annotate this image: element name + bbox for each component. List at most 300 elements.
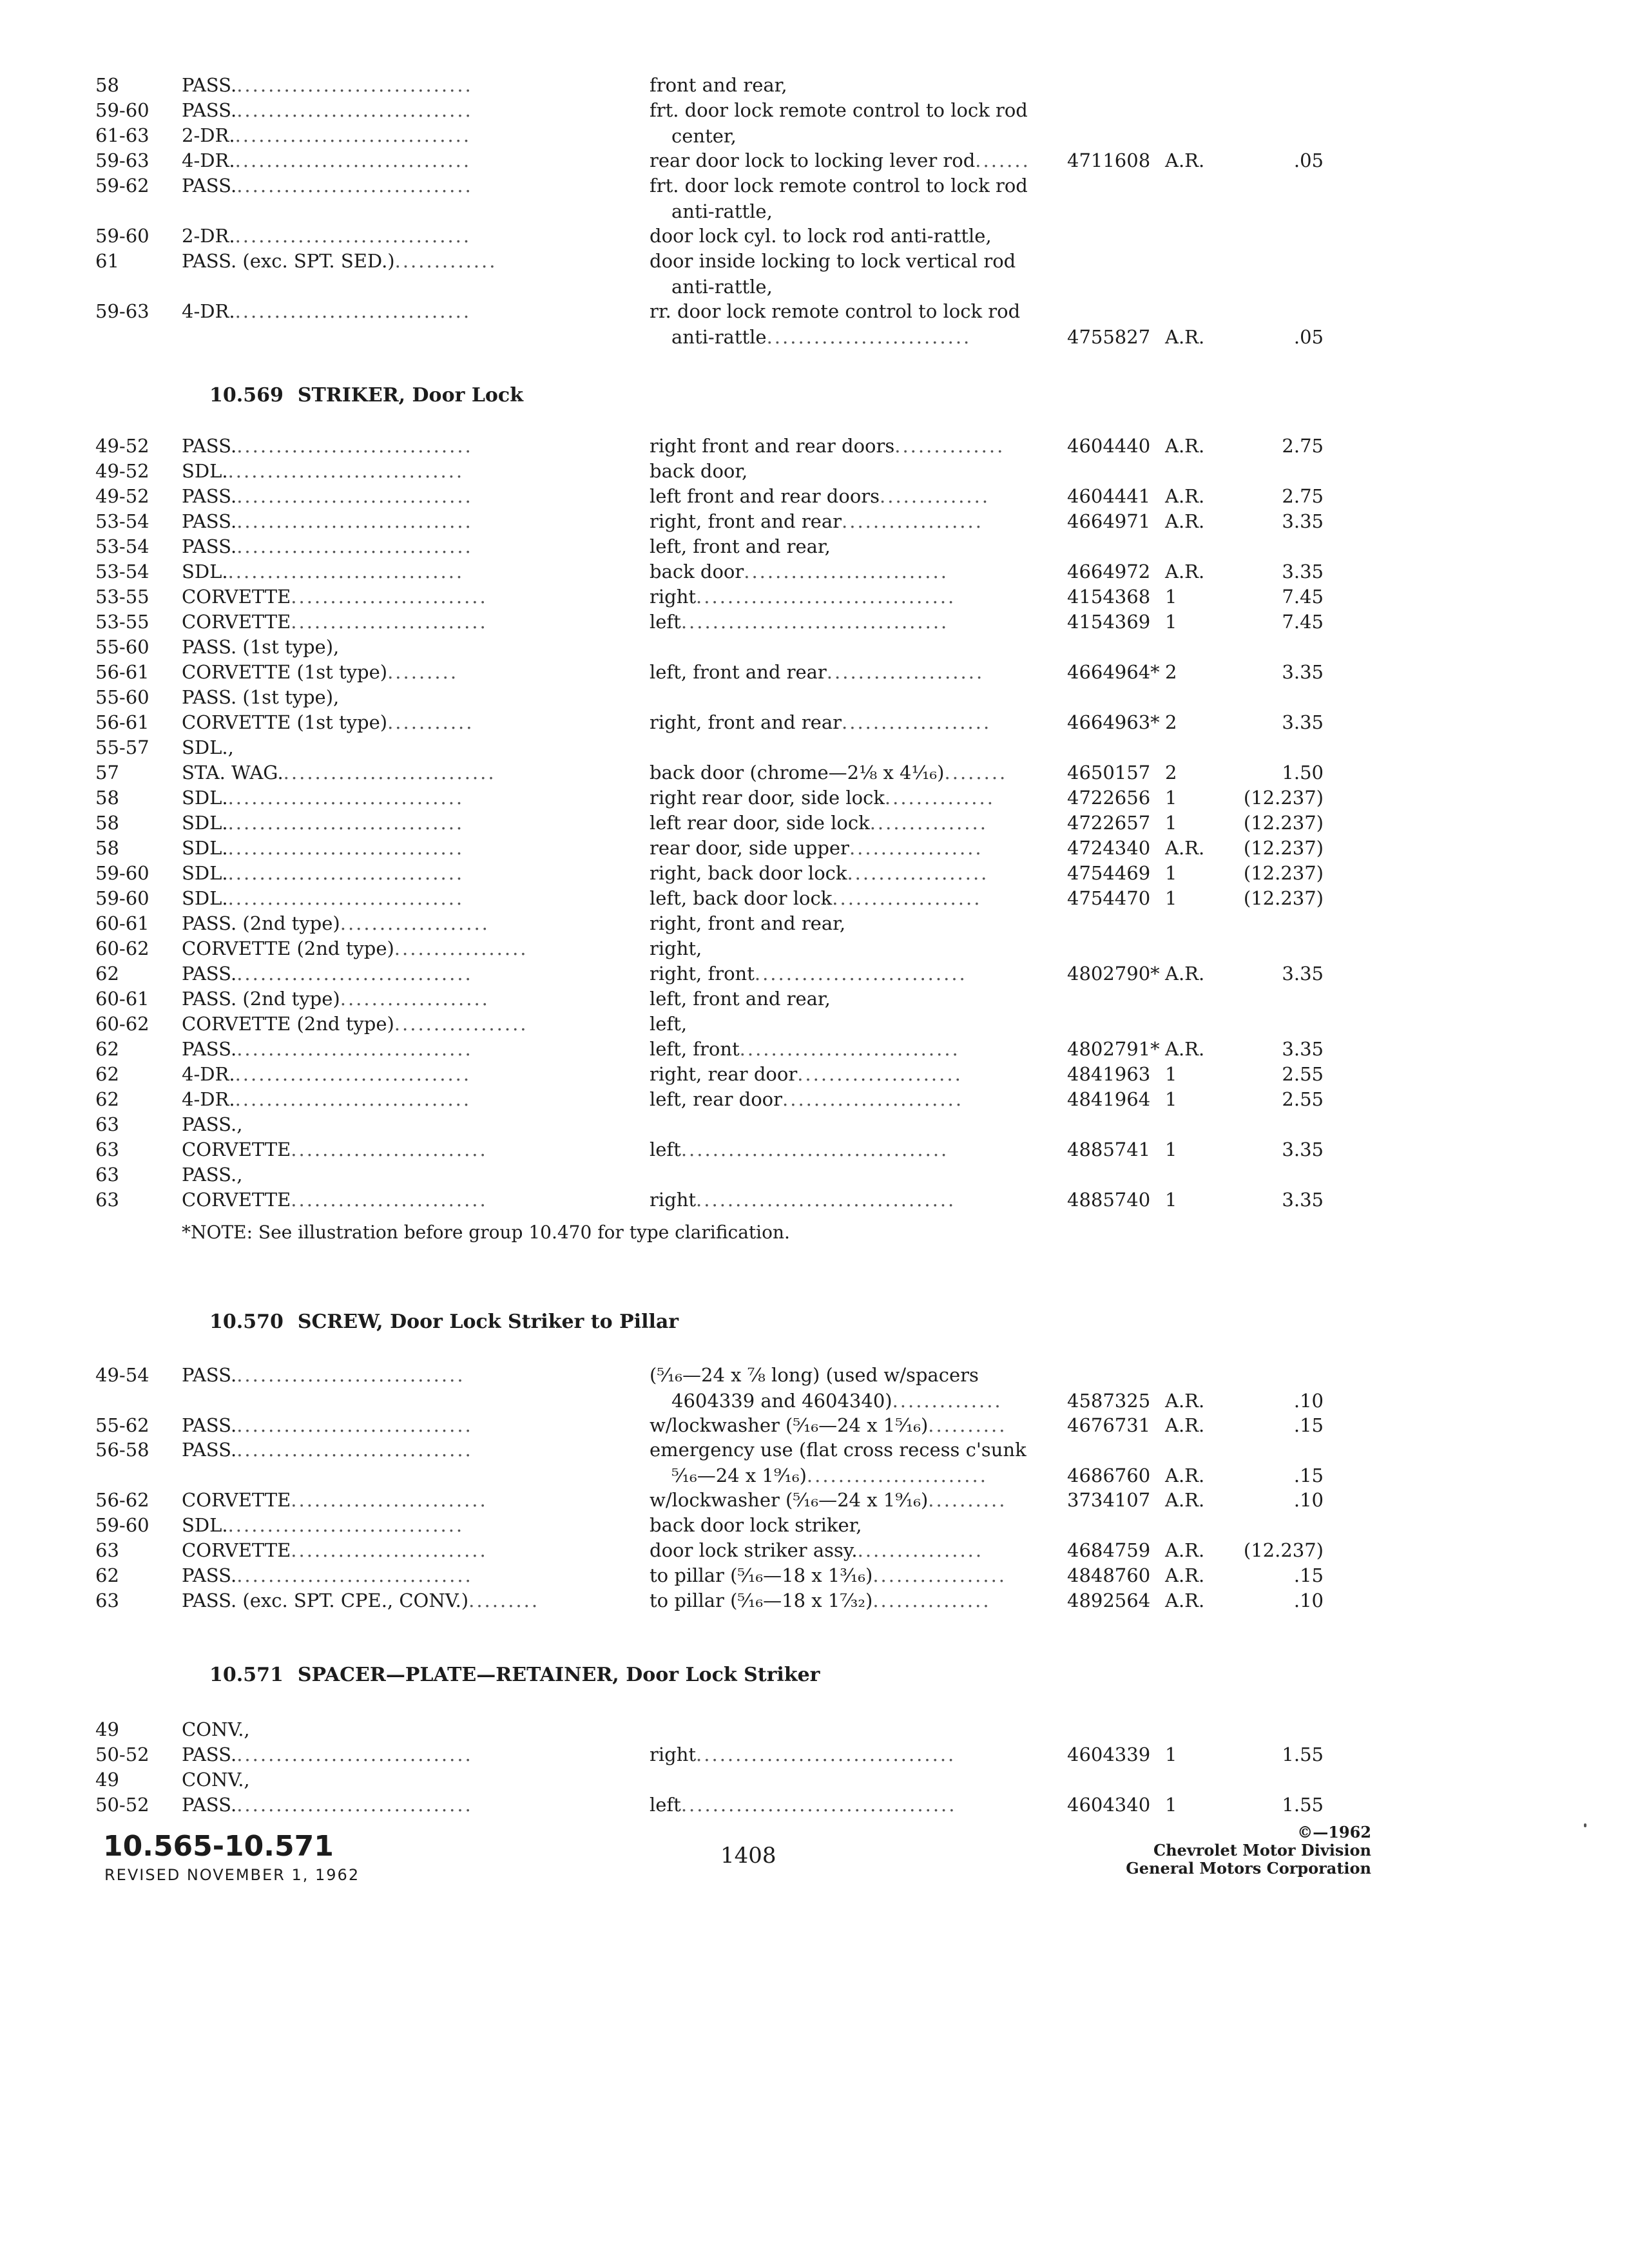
model: CORVETTE......................... [182,1539,488,1561]
description: right, front........................... [650,963,967,985]
table-row [0,1061,1629,1087]
table-row [0,885,1629,911]
model: PASS............................... [182,963,473,985]
quantity: A.R. [1165,1414,1205,1436]
year-range: 59-60 [95,225,149,247]
year-range: 59-63 [95,149,149,171]
table-row [0,72,1629,98]
part-number: 4604440 [1067,435,1151,457]
description: to pillar (⁵⁄₁₆—18 x 1³⁄₁₆)................. [650,1564,1007,1586]
leader-dots: ............. [394,250,497,272]
year-range: 60-62 [95,1013,149,1035]
year-range: 59-63 [95,300,149,322]
description: right, front and rear................... [650,711,992,733]
table-row [0,148,1629,173]
description: w/lockwasher (⁵⁄₁₆—24 x 1⁹⁄₁₆).......... [650,1489,1007,1511]
description: right, front and rear.................. [650,510,983,532]
description: right, front and rear, [650,912,846,934]
quantity: 1 [1165,862,1177,884]
part-number: 4724340 [1067,837,1151,859]
model: PASS............................... [182,435,473,457]
year-range: 56-61 [95,661,149,683]
description: rear door, side upper................. [650,837,983,859]
price: (12.237) [1243,887,1324,909]
description: w/lockwasher (⁵⁄₁₆—24 x 1⁵⁄₁₆).......... [650,1414,1007,1436]
model: SDL............................... [182,787,465,809]
table-row [0,860,1629,886]
year-range: 63 [95,1539,119,1561]
description: left, back door lock................... [650,887,982,909]
model: PASS............................... [182,1564,473,1586]
quantity: 2 [1165,661,1177,683]
quantity: A.R. [1165,510,1205,532]
quantity: A.R. [1165,1590,1205,1611]
year-range: 57 [95,762,119,783]
model: SDL............................... [182,1514,465,1536]
price: 3.35 [1282,561,1324,582]
description: back door lock striker, [650,1514,862,1536]
model: 4-DR............................... [182,149,472,171]
year-range: 53-55 [95,611,149,633]
part-number: 4604339 [1067,1744,1151,1765]
table-row [0,173,1629,224]
table-row [0,1588,1629,1613]
model: CORVETTE......................... [182,611,488,633]
year-range: 58 [95,837,119,859]
model: PASS............................... [182,1439,473,1461]
page-number: 1408 [720,1843,776,1869]
year-range: 59-60 [95,887,149,909]
table-row [0,1187,1629,1213]
price: 2.75 [1282,435,1324,457]
year-range: 62 [95,1564,119,1586]
table-row [0,810,1629,836]
year-range: 50-52 [95,1744,149,1765]
description: to pillar (⁵⁄₁₆—18 x 1⁷⁄₃₂)............... [650,1590,991,1611]
revision-date: REVISED NOVEMBER 1, 1962 [104,1866,360,1884]
quantity: 1 [1165,1139,1177,1160]
table-row [0,936,1629,961]
table-row [0,1086,1629,1112]
year-range: 59-60 [95,862,149,884]
price: 3.35 [1282,711,1324,733]
part-number: 4885741 [1067,1139,1151,1160]
description: left, [650,1013,688,1035]
model: PASS............................... [182,485,473,507]
description: left, front............................ [650,1038,960,1060]
year-range: 61 [95,250,119,272]
table-row [0,433,1629,459]
model: PASS............................... [182,175,473,197]
price: 3.35 [1282,510,1324,532]
table-row [0,1137,1629,1162]
quantity: 1 [1165,1063,1177,1085]
table-row [0,835,1629,861]
description: rr. door lock remote control to lock rod anti-rattle.......................... [650,300,1021,348]
table-row [0,122,1629,148]
part-number: 4664972 [1067,561,1151,582]
table-row [0,684,1629,710]
model: CONV., [182,1718,250,1740]
quantity: A.R. [1165,326,1205,348]
quantity: A.R. [1165,1564,1205,1586]
description: left, rear door....................... [650,1088,964,1110]
year-range: 55-60 [95,686,149,708]
model: CORVETTE (1st type)......... [182,661,459,683]
price: .10 [1293,1390,1324,1412]
price: 3.35 [1282,1038,1324,1060]
model: PASS., [182,1113,243,1135]
year-range: 63 [95,1139,119,1160]
table-row [0,1412,1629,1438]
year-range: 62 [95,1088,119,1110]
model: PASS.............................. [182,1364,465,1386]
year-range: 55-60 [95,636,149,658]
description: frt. door lock remote control to lock rod center, [650,99,1028,147]
part-number: 4684759 [1067,1539,1151,1561]
model: PASS............................... [182,1414,473,1436]
group-number: 10.570 [209,1311,284,1333]
price: .15 [1293,1414,1324,1436]
part-number: 4664964* [1067,661,1160,683]
table-row [0,533,1629,559]
quantity: 1 [1165,586,1177,608]
year-range: 56-62 [95,1489,149,1511]
description: rear door lock to locking lever rod....... [650,149,1030,171]
price: (12.237) [1243,812,1324,834]
quantity: A.R. [1165,1465,1205,1486]
table-row [0,483,1629,509]
description: right, back door lock.................. [650,862,989,884]
part-number: 4664963* [1067,711,1160,733]
description: right................................. [650,1189,956,1211]
publisher-block [1126,1823,1371,1878]
description: right front and rear doors.............. [650,435,1005,457]
description: back door.......................... [650,561,949,582]
part-number: 4754470 [1067,887,1151,909]
section-heading [209,1311,679,1333]
part-number: 4686760 [1067,1465,1151,1486]
table-row [0,1512,1629,1538]
part-number: 4755827 [1067,326,1151,348]
table-row [0,1716,1629,1742]
year-range: 59-60 [95,99,149,121]
model: CORVETTE......................... [182,1139,488,1160]
quantity: 1 [1165,1088,1177,1110]
model: SDL............................... [182,862,465,884]
description: back door (chrome—2⅛ x 4¹⁄₁₆)........ [650,762,1008,783]
part-number: 4664971 [1067,510,1151,532]
table-row [0,785,1629,811]
leader-dots: .............................. [235,300,472,322]
year-range: 50-52 [95,1794,149,1816]
part-number: 4676731 [1067,1414,1151,1436]
part-number: 4885740 [1067,1189,1151,1211]
price: 3.35 [1282,1189,1324,1211]
price: (12.237) [1243,787,1324,809]
description: left.................................. [650,611,949,633]
corporation: General Motors Corporation [1126,1859,1371,1878]
description: left.................................. [650,1139,949,1160]
group-title: SPACER—PLATE—RETAINER, Door Lock Striker [297,1664,820,1686]
year-range: 60-62 [95,937,149,959]
table-row [0,659,1629,685]
table-row [0,1036,1629,1062]
leader-dots: .............................. [235,124,472,146]
year-range: 61-63 [95,124,149,146]
model: PASS............................... [182,1038,473,1060]
year-range: 55-57 [95,736,149,758]
price: .05 [1293,326,1324,348]
price: 1.50 [1282,762,1324,783]
description: right, [650,937,702,959]
price: .10 [1293,1489,1324,1511]
description: left, front and rear, [650,988,831,1010]
table-row [0,1162,1629,1187]
model: PASS............................... [182,1794,473,1816]
description: emergency use (flat cross recess c'sunk ⁵⁄₁₆—24 x 1⁹⁄₁₆)....................... [650,1439,1027,1486]
year-range: 63 [95,1590,119,1611]
part-number: 4892564 [1067,1590,1151,1611]
price: .15 [1293,1564,1324,1586]
model: CORVETTE......................... [182,1189,488,1211]
table-row [0,458,1629,484]
model: 4-DR............................... [182,1088,472,1110]
part-number: 3734107 [1067,1489,1151,1511]
price: 7.45 [1282,586,1324,608]
price: 2.75 [1282,485,1324,507]
footnote: *NOTE: See illustration before group 10.470 for type clarification. [182,1222,790,1243]
table-row [0,1111,1629,1137]
quantity: A.R. [1165,1038,1205,1060]
table-row [0,1562,1629,1588]
quantity: A.R. [1165,837,1205,859]
table-row [0,559,1629,584]
quantity: A.R. [1165,963,1205,985]
table-row [0,1437,1629,1488]
table-row [0,961,1629,986]
table-row [0,584,1629,610]
quantity: 1 [1165,787,1177,809]
quantity: A.R. [1165,561,1205,582]
description: door lock striker assy................. [650,1539,984,1561]
copyright: ©—1962 [1297,1823,1371,1841]
model: PASS. (2nd type)................... [182,988,490,1010]
table-row [0,1487,1629,1513]
table-row [0,1742,1629,1767]
year-range: 62 [95,1063,119,1085]
model: SDL............................... [182,837,465,859]
year-range: 62 [95,1038,119,1060]
description: left................................... [650,1794,957,1816]
model: PASS., [182,1164,243,1186]
model: 2-DR............................... [182,124,472,146]
description: front and rear, [650,74,787,96]
year-range: 60-61 [95,988,149,1010]
year-range: 53-54 [95,510,149,532]
year-range: 49-52 [95,435,149,457]
description: frt. door lock remote control to lock rod anti-rattle, [650,175,1028,222]
model: PASS. (exc. SPT. CPE., CONV.)......... [182,1590,540,1611]
price: .15 [1293,1465,1324,1486]
part-number: 4587325 [1067,1390,1151,1412]
model: CORVETTE (2nd type)................. [182,937,528,959]
model: PASS. (exc. SPT. SED.)............. [182,250,497,272]
price: 3.35 [1282,1139,1324,1160]
table-row [0,1767,1629,1792]
model: PASS. (2nd type)................... [182,912,490,934]
table-row [0,1362,1629,1414]
table-row [0,910,1629,936]
quantity: 1 [1165,812,1177,834]
part-number: 4841963 [1067,1063,1151,1085]
group-number: 10.571 [209,1664,284,1686]
model: SDL............................... [182,812,465,834]
model: PASS............................... [182,535,473,557]
leader-dots: .............................. [236,175,473,197]
part-number: 4754469 [1067,862,1151,884]
description: left rear door, side lock............... [650,812,988,834]
model: 4-DR............................... [182,1063,472,1085]
section-heading [209,1664,820,1686]
quantity: 1 [1165,1189,1177,1211]
table-row [0,1792,1629,1818]
group-title: STRIKER, Door Lock [297,384,523,407]
year-range: 59-62 [95,175,149,197]
year-range: 58 [95,812,119,834]
leader-dots: .............................. [236,99,473,121]
quantity: 1 [1165,887,1177,909]
year-range: 56-58 [95,1439,149,1461]
description: right................................. [650,586,956,608]
price: 2.55 [1282,1088,1324,1110]
price: 1.55 [1282,1744,1324,1765]
part-number: 4802790* [1067,963,1160,985]
table-row [0,709,1629,735]
year-range: 58 [95,787,119,809]
model: PASS............................... [182,74,473,96]
description: left front and rear doors.............. [650,485,990,507]
scan-speck [1584,1823,1586,1827]
table-row [0,248,1629,300]
model: PASS............................... [182,99,473,121]
section-heading [209,384,523,407]
quantity: 2 [1165,762,1177,783]
description: left, front and rear.................... [650,661,985,683]
price: 1.55 [1282,1794,1324,1816]
table-row [0,223,1629,249]
table-row [0,735,1629,760]
quantity: 1 [1165,1794,1177,1816]
description: door lock cyl. to lock rod anti-rattle, [650,225,992,247]
table-row [0,1537,1629,1563]
part-number: 4848760 [1067,1564,1151,1586]
year-range: 53-54 [95,561,149,582]
year-range: 63 [95,1164,119,1186]
part-number: 4722657 [1067,812,1151,834]
table-row [0,634,1629,660]
leader-dots: .............................. [235,149,472,171]
price: 2.55 [1282,1063,1324,1085]
description: door inside locking to lock vertical rod anti-rattle, [650,250,1016,298]
leader-dots: .............................. [236,74,473,96]
model: 2-DR............................... [182,225,472,247]
price: .05 [1293,149,1324,171]
price: 3.35 [1282,963,1324,985]
year-range: 49-54 [95,1364,149,1386]
year-range: 49-52 [95,485,149,507]
year-range: 49 [95,1718,119,1740]
model: PASS. (1st type), [182,636,340,658]
price: (12.237) [1243,1539,1324,1561]
year-range: 49 [95,1769,119,1791]
quantity: 1 [1165,1744,1177,1765]
model: SDL............................... [182,460,465,482]
price: 3.35 [1282,661,1324,683]
model: CORVETTE......................... [182,1489,488,1511]
part-number: 4154368 [1067,586,1151,608]
quantity: A.R. [1165,1489,1205,1511]
model: CORVETTE (1st type)........... [182,711,474,733]
quantity: 1 [1165,611,1177,633]
table-row [0,760,1629,785]
price: 7.45 [1282,611,1324,633]
part-number: 4154369 [1067,611,1151,633]
year-range: 53-54 [95,535,149,557]
model: PASS. (1st type), [182,686,340,708]
model: PASS............................... [182,510,473,532]
table-row [0,298,1629,350]
quantity: 2 [1165,711,1177,733]
description: right................................. [650,1744,956,1765]
part-number: 4802791* [1067,1038,1160,1060]
leader-dots: .............................. [235,225,472,247]
model: CORVETTE (2nd type)................. [182,1013,528,1035]
quantity: A.R. [1165,1390,1205,1412]
group-number: 10.569 [209,384,284,407]
year-range: 49-52 [95,460,149,482]
table-row [0,1011,1629,1037]
group-title: SCREW, Door Lock Striker to Pillar [297,1311,679,1333]
year-range: 63 [95,1113,119,1135]
year-range: 58 [95,74,119,96]
model: SDL., [182,736,234,758]
year-range: 56-61 [95,711,149,733]
description: right rear door, side lock.............. [650,787,995,809]
quantity: A.R. [1165,485,1205,507]
model: SDL............................... [182,887,465,909]
year-range: 53-55 [95,586,149,608]
model: CONV., [182,1769,250,1791]
model: 4-DR............................... [182,300,472,322]
price: .10 [1293,1590,1324,1611]
part-number: 4841964 [1067,1088,1151,1110]
price: (12.237) [1243,837,1324,859]
part-number: 4722656 [1067,787,1151,809]
year-range: 59-60 [95,1514,149,1536]
model: PASS............................... [182,1744,473,1765]
description: (⁵⁄₁₆—24 x ⅞ long) (used w/spacers 4604339 and 4604340).............. [650,1364,1003,1412]
part-number: 4604441 [1067,485,1151,507]
price: (12.237) [1243,862,1324,884]
year-range: 55-62 [95,1414,149,1436]
group-range: 10.565-10.571 [103,1830,334,1863]
quantity: A.R. [1165,435,1205,457]
year-range: 63 [95,1189,119,1211]
part-number: 4650157 [1067,762,1151,783]
part-number: 4711608 [1067,149,1151,171]
quantity: A.R. [1165,149,1205,171]
